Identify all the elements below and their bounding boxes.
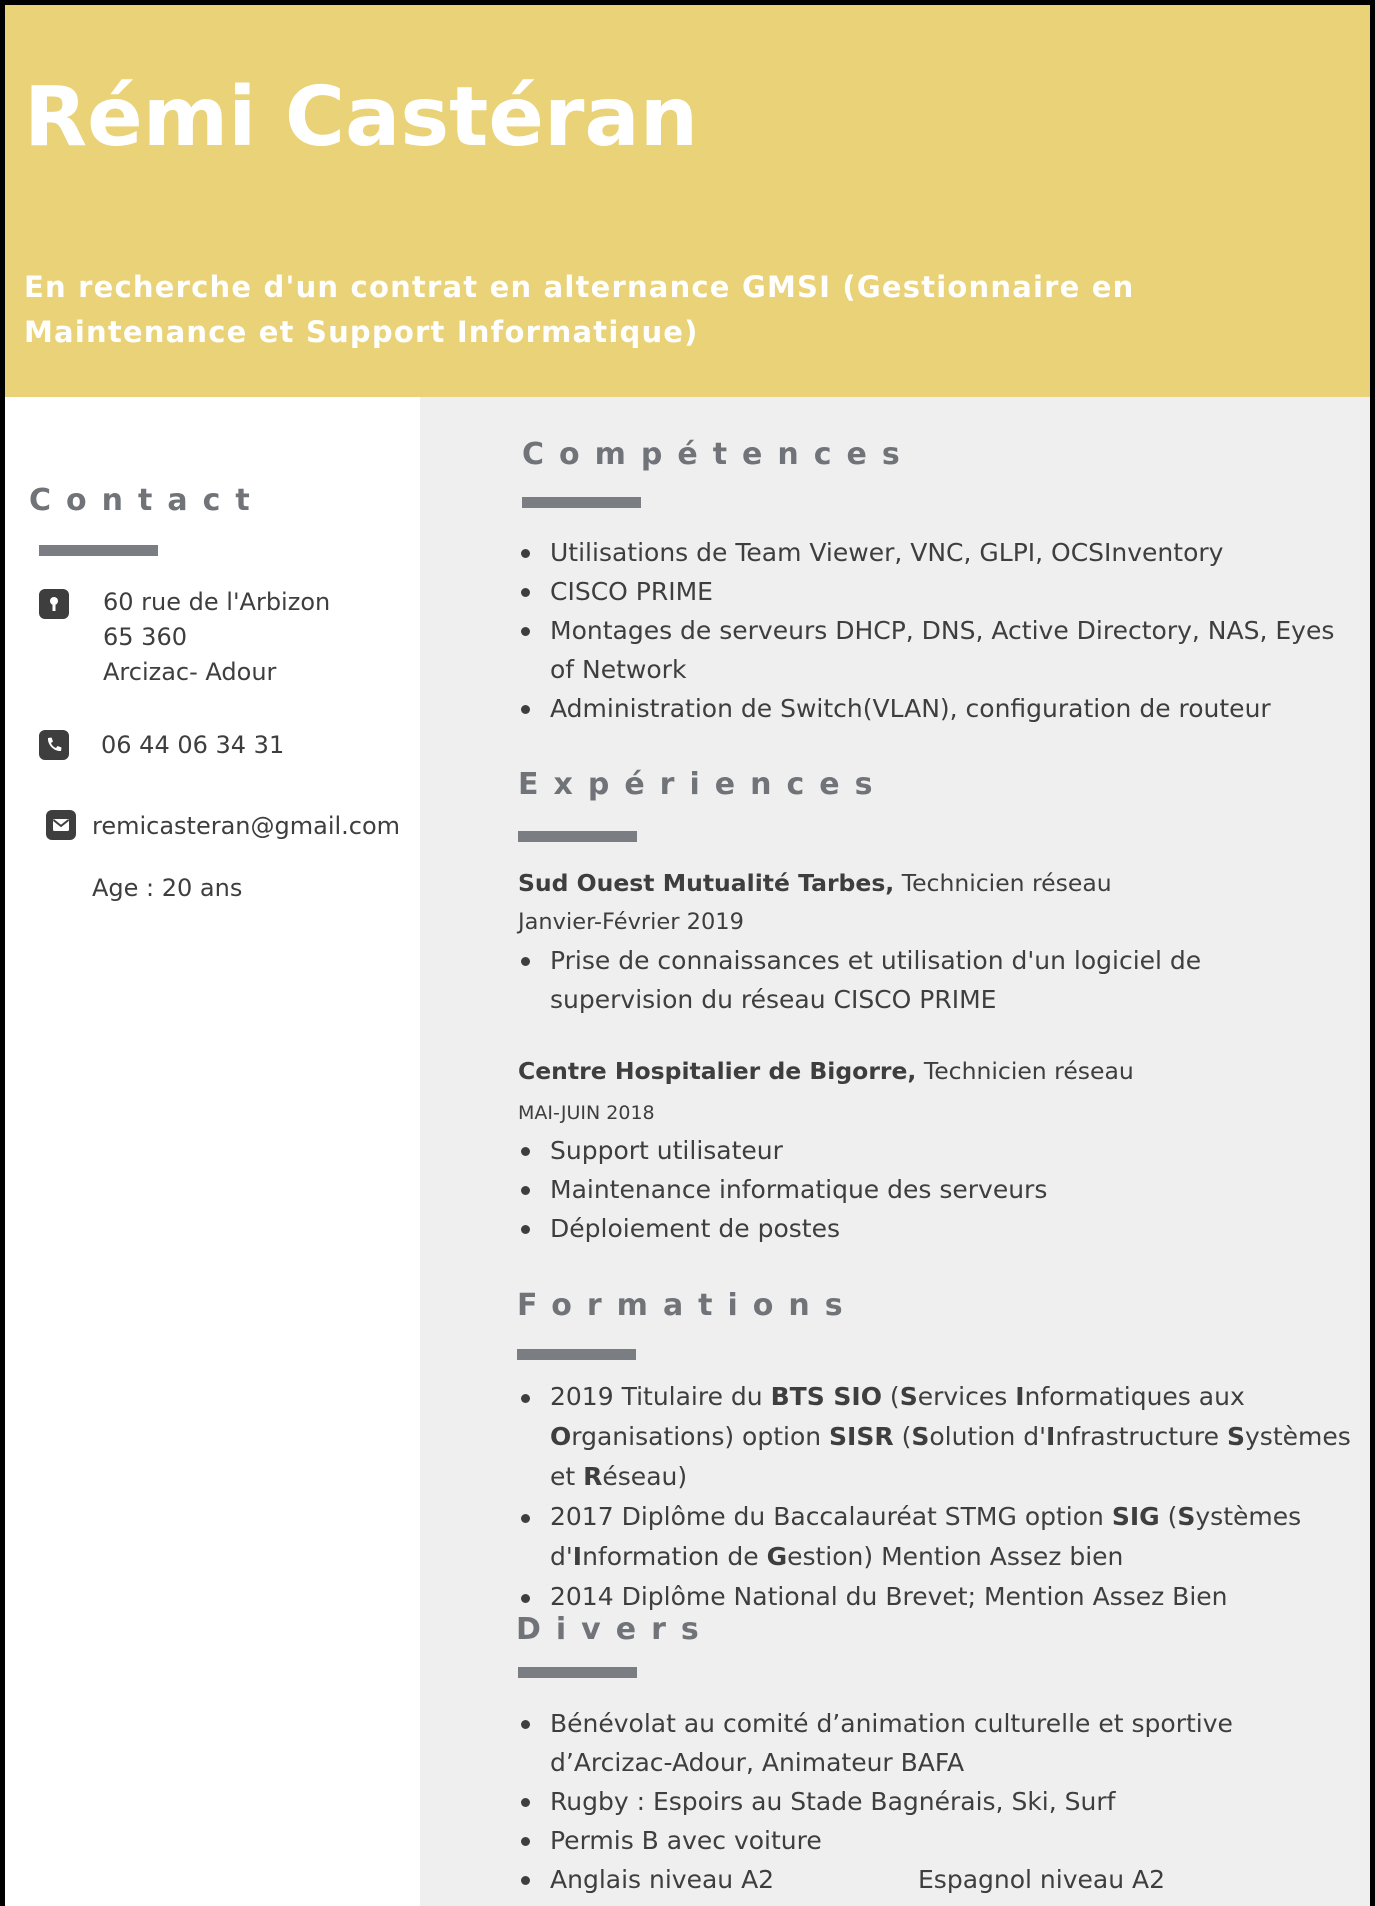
- resume-page: [5, 5, 1370, 1906]
- text-run: estion) Mention Assez bien: [787, 1542, 1124, 1571]
- bold-text: S: [1226, 1422, 1245, 1451]
- list-item: Permis B avec voiture: [516, 1821, 1316, 1860]
- candidate-name: Rémi Castéran: [24, 70, 699, 165]
- text-run: 2014 Diplôme National du Brevet; Mention Assez Bien: [550, 1582, 1228, 1611]
- job-title: Sud Ouest Mutualité Tarbes, Technicien réseau: [518, 869, 1112, 897]
- formations-title: Formations: [517, 1288, 858, 1323]
- phone-number[interactable]: 06 44 06 34 31: [101, 731, 285, 759]
- address-street: 60 rue de l'Arbizon: [103, 588, 331, 616]
- list-item: [516, 1377, 1356, 1497]
- bold-text: BTS SIO: [770, 1382, 882, 1411]
- competences-title-underline: [522, 497, 641, 508]
- text-run: nformatiques aux: [1024, 1382, 1245, 1411]
- list-item: Administration de Switch(VLAN), configuration de routeur: [516, 689, 1336, 728]
- job-date: MAI-JUIN 2018: [518, 1102, 655, 1124]
- contact-title-underline: [39, 545, 158, 556]
- competences-list: [516, 533, 1336, 728]
- list-item: Montages de serveurs DHCP, DNS, Active Directory, NAS, Eyes of Network: [516, 611, 1336, 689]
- job-tasks: [516, 1131, 1316, 1248]
- bold-text: I: [1015, 1382, 1025, 1411]
- bold-text: SIG: [1111, 1502, 1160, 1531]
- bold-text: G: [766, 1542, 788, 1571]
- text-run: nformation de: [582, 1542, 767, 1571]
- email-address[interactable]: remicasteran@gmail.com: [92, 812, 401, 840]
- list-item: Maintenance informatique des serveurs: [516, 1170, 1316, 1209]
- language-english: Anglais niveau A2: [550, 1865, 775, 1894]
- list-item: Utilisations de Team Viewer, VNC, GLPI, OCSInventory: [516, 533, 1336, 572]
- resume-header: [5, 5, 1370, 397]
- list-item: Bénévolat au comité d’animation culturelle et sportive d’Arcizac-Adour, Animateur BAFA: [516, 1704, 1316, 1782]
- text-run: nfrastructure: [1055, 1422, 1227, 1451]
- experiences-title: Expériences: [518, 767, 888, 802]
- text-run: (: [1159, 1502, 1178, 1531]
- list-item: [516, 1497, 1356, 1577]
- bold-text: S: [1177, 1502, 1196, 1531]
- experiences-title-underline: [518, 831, 637, 842]
- phone-icon: [39, 730, 69, 760]
- contact-sidebar: [5, 397, 420, 1906]
- competences-title: Compétences: [522, 437, 915, 472]
- divers-title: Divers: [516, 1612, 714, 1647]
- list-item: Déploiement de postes: [516, 1209, 1316, 1248]
- bold-text: SISR: [829, 1422, 894, 1451]
- text-run: (: [881, 1382, 900, 1411]
- job-date: Janvier-Février 2019: [518, 909, 744, 935]
- bold-text: I: [572, 1542, 583, 1571]
- formations-title-underline: [517, 1349, 636, 1360]
- text-run: ystèmes d': [550, 1502, 1302, 1571]
- bold-text: R: [583, 1462, 603, 1491]
- text-run: rganisations) option: [571, 1422, 830, 1451]
- map-marker-icon: [39, 589, 69, 619]
- text-run: éseau): [602, 1462, 688, 1491]
- list-item: CISCO PRIME: [516, 572, 1336, 611]
- job-tasks: [516, 941, 1256, 1019]
- bold-text: S: [899, 1382, 918, 1411]
- job-title: Centre Hospitalier de Bigorre, Technicien réseau: [518, 1057, 1134, 1085]
- list-item: Prise de connaissances et utilisation d'un logiciel de supervision du réseau CISCO PRIME: [516, 941, 1256, 1019]
- divers-list: [516, 1704, 1316, 1899]
- bold-text: I: [1046, 1422, 1056, 1451]
- envelope-icon: [46, 810, 76, 840]
- formations-list: [516, 1377, 1356, 1617]
- list-item: Rugby : Espoirs au Stade Bagnérais, Ski, Surf: [516, 1782, 1316, 1821]
- address-city: Arcizac- Adour: [103, 658, 277, 686]
- contact-title: Contact: [29, 483, 265, 518]
- text-run: ystèmes et: [550, 1422, 1351, 1491]
- age: Age : 20 ans: [92, 874, 243, 902]
- main-content: [420, 397, 1370, 1906]
- language-spanish: Espagnol niveau A2: [918, 1865, 1165, 1894]
- text-run: olution d': [929, 1422, 1047, 1451]
- text-run: (: [893, 1422, 912, 1451]
- bold-text: O: [550, 1422, 572, 1451]
- list-item: Support utilisateur: [516, 1131, 1316, 1170]
- job-objective: En recherche d'un contrat en alternance GMSI (Gestionnaire en Maintenance et Support Informatique): [24, 270, 1135, 349]
- divers-title-underline: [518, 1667, 637, 1678]
- text-run: ervices: [917, 1382, 1016, 1411]
- list-item: [516, 1860, 1316, 1899]
- text-run: 2017 Diplôme du Baccalauréat STMG option: [550, 1502, 1112, 1531]
- text-run: 2019 Titulaire du: [550, 1382, 771, 1411]
- address-postcode: 65 360: [103, 623, 187, 651]
- bold-text: S: [911, 1422, 930, 1451]
